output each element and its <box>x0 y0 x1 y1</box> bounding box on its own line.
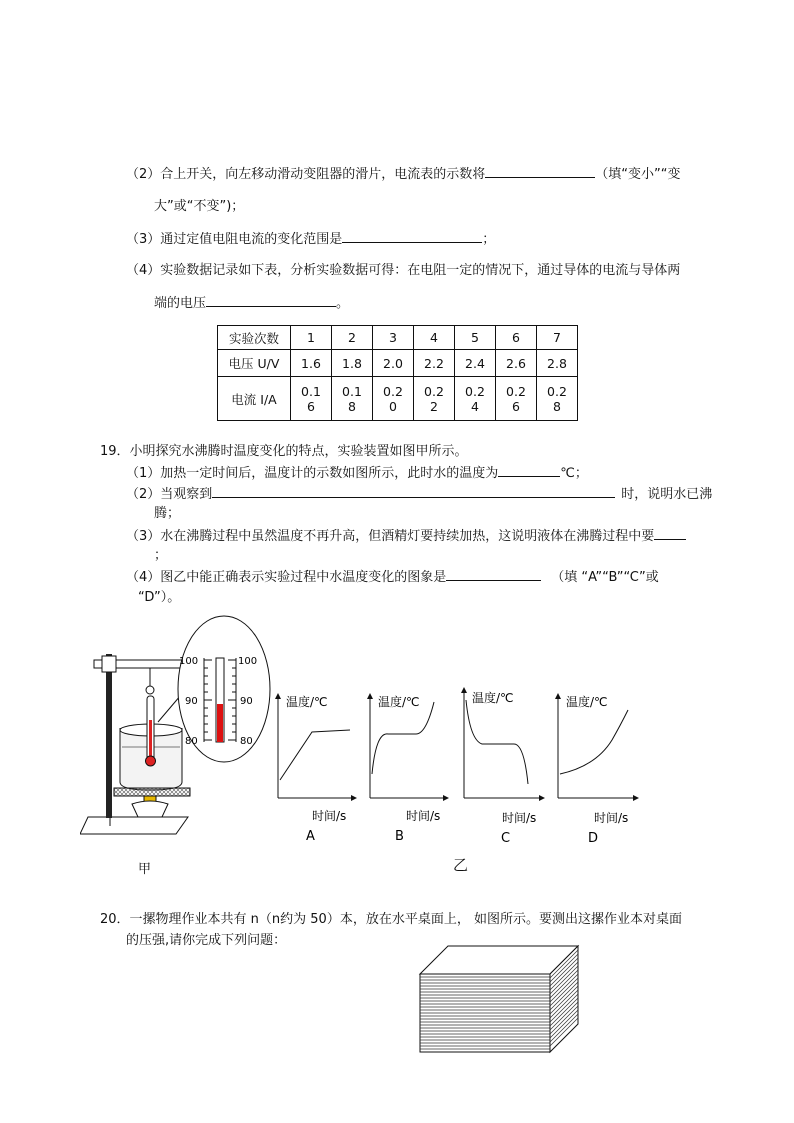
q19-item3-line2 <box>154 547 167 565</box>
table-cell: 2.6 <box>496 350 537 377</box>
scale-label-90-left: 90 <box>185 696 198 707</box>
graph-d-ylabel: 温度/℃ <box>566 695 608 709</box>
table-cell: 1 <box>291 326 332 350</box>
cell-part: 0.1 <box>301 383 321 399</box>
q18-item2-hint: （填“变小”“变 <box>595 167 681 182</box>
q20-text-cont: 的压强,请你完成下列问题： <box>126 933 287 948</box>
graph-d-curve <box>560 710 628 774</box>
graph-b-curve <box>372 702 434 774</box>
graph-b-xlabel: 时间/s <box>406 809 441 823</box>
q19-stem-text: 19．小明探究水沸腾时温度变化的特点，实验装置如图甲所示。 <box>100 444 468 459</box>
q18-item2-line2 <box>154 198 244 216</box>
scale-label-100-right: 100 <box>238 656 258 667</box>
q18-item4-line1 <box>126 262 680 280</box>
alcohol-lamp <box>132 801 168 817</box>
scale-label-80-left: 80 <box>185 736 198 747</box>
cell-part: 0.1 <box>342 383 362 399</box>
graph-c <box>464 688 544 846</box>
answer-blank[interactable] <box>654 527 686 540</box>
wire-gauze <box>114 788 190 796</box>
table-row <box>218 350 578 377</box>
answer-blank[interactable] <box>342 230 482 243</box>
figure-label-yi: 乙 <box>453 856 469 874</box>
answer-blank[interactable] <box>446 568 541 581</box>
q19-item3-end: ； <box>154 548 168 563</box>
q19-item4-hint-cont: “D”）。 <box>138 590 181 605</box>
table-cell: 2.2 <box>414 350 455 377</box>
cell-part: 0.2 <box>383 383 403 399</box>
table-row <box>218 326 578 350</box>
q18-item2-line1 <box>126 165 681 184</box>
table-cell: 2.0 <box>373 350 414 377</box>
q19-item2-end: 腾； <box>154 506 181 521</box>
q19-item3-text: （3）水在沸腾过程中虽然温度不再升高，但酒精灯要持续加热，这说明液体在沸腾过程中要 <box>126 529 655 544</box>
q18-item3-end: ； <box>482 232 496 247</box>
graph-a-ylabel: 温度/℃ <box>286 695 328 709</box>
cell-part: 0.2 <box>465 383 485 399</box>
q19-item2-text: （2）当观察到 <box>126 487 213 502</box>
scale-label-80-right: 80 <box>240 736 253 747</box>
clamp-boss <box>102 656 116 672</box>
q20-line1 <box>100 911 682 929</box>
graph-c-letter: C <box>501 831 511 846</box>
temperature-graphs <box>268 680 648 850</box>
q20-line2 <box>126 932 286 950</box>
graph-b-ylabel: 温度/℃ <box>378 695 420 709</box>
q19-item4-text: （4）图乙中能正确表示实验过程中水温度变化的图象是 <box>126 570 447 585</box>
cell-part: 8 <box>553 398 561 414</box>
graph-d-letter: D <box>588 831 599 846</box>
scale-label-90-right: 90 <box>240 696 253 707</box>
q18-item4-text-cont: 端的电压 <box>154 296 207 311</box>
q19-item4 <box>126 568 659 587</box>
table-cell: 4 <box>414 326 455 350</box>
graph-a-letter: A <box>306 829 315 844</box>
answer-blank[interactable] <box>206 294 336 307</box>
q18-item4-text: （4）实验数据记录如下表，分析实验数据可得：在电阻一定的情况下，通过导体的电流与导体两 <box>126 263 681 278</box>
q19-item1-unit: ℃； <box>560 466 588 481</box>
q18-item4-end: 。 <box>336 296 350 311</box>
table-cell <box>332 377 373 421</box>
cell-part: 0.2 <box>506 383 526 399</box>
q19-item2-text-cont: 时，说明水已沸 <box>621 487 713 502</box>
q19-item3 <box>126 527 686 546</box>
stand-rod <box>106 654 112 818</box>
graph-a-curve <box>280 730 350 780</box>
graph-c-xlabel: 时间/s <box>502 811 537 825</box>
q19-item2 <box>126 485 712 504</box>
table-cell: 6 <box>496 326 537 350</box>
cell-part: 6 <box>307 398 315 414</box>
q20-text: 20．一摞物理作业本共有 n（n约为 50）本，放在水平桌面上， 如图所示。要测出这摞作业本对桌面 <box>100 912 682 927</box>
graph-d-xlabel: 时间/s <box>594 811 629 825</box>
hanger-ring <box>146 686 154 694</box>
graph-d <box>558 694 638 846</box>
cell-part: 0.2 <box>424 383 444 399</box>
table-cell <box>291 377 332 421</box>
table-cell <box>455 377 496 421</box>
figure-label-jia: 甲 <box>138 862 152 877</box>
cell-part: 0 <box>389 398 397 414</box>
scale-label-100-left: 100 <box>179 656 199 667</box>
graph-b-letter: B <box>395 829 404 844</box>
q19-item2-line2 <box>154 505 180 523</box>
row-label-current: 电流 I/A <box>218 377 291 421</box>
table-cell: 2 <box>332 326 373 350</box>
thermometer-zoom <box>176 614 272 764</box>
data-table <box>217 325 578 421</box>
answer-blank[interactable] <box>485 165 595 178</box>
q18-item2-text: （2）合上开关，向左移动滑动变阻器的滑片，电流表的示数将 <box>126 167 486 182</box>
q18-item3 <box>126 230 495 249</box>
graph-c-curve <box>466 700 528 784</box>
cell-part: 0.2 <box>547 383 567 399</box>
table-cell: 2.4 <box>455 350 496 377</box>
cell-part: 6 <box>512 398 520 414</box>
cell-part: 8 <box>348 398 356 414</box>
graph-a-xlabel: 时间/s <box>312 809 347 823</box>
graph-a <box>278 694 356 844</box>
graph-c-ylabel: 温度/℃ <box>472 691 514 705</box>
q18-item3-text: （3）通过定值电阻电流的变化范围是 <box>126 232 343 247</box>
thermometer-liquid <box>149 720 152 760</box>
row-label-voltage: 电压 U/V <box>218 350 291 377</box>
table-cell: 5 <box>455 326 496 350</box>
stand-base <box>80 817 188 834</box>
answer-blank[interactable] <box>212 485 615 498</box>
q18-item4-line2 <box>154 294 349 313</box>
zoom-liquid <box>217 704 223 742</box>
table-cell: 1.8 <box>332 350 373 377</box>
table-cell: 1.6 <box>291 350 332 377</box>
answer-blank[interactable] <box>498 464 560 477</box>
table-cell <box>414 377 455 421</box>
table-row <box>218 377 578 421</box>
graph-b <box>370 694 448 844</box>
q19-item4-hint: （填 “A”“B”“C”或 <box>551 570 659 585</box>
table-cell: 7 <box>537 326 578 350</box>
cell-part: 4 <box>471 398 479 414</box>
q18-item2-hint-cont: 大”或“不变”)； <box>154 199 245 214</box>
table-cell <box>373 377 414 421</box>
q19-item1 <box>126 464 588 483</box>
table-cell <box>496 377 537 421</box>
q19-item1-text: （1）加热一定时间后，温度计的示数如图所示，此时水的温度为 <box>126 466 499 481</box>
thermometer-bulb <box>146 756 156 766</box>
table-cell: 3 <box>373 326 414 350</box>
row-label-trials: 实验次数 <box>218 326 291 350</box>
table-cell: 2.8 <box>537 350 578 377</box>
table-cell <box>537 377 578 421</box>
notebook-stack-figure <box>418 944 582 1056</box>
cell-part: 2 <box>430 398 438 414</box>
q19-item4-line2 <box>138 589 180 607</box>
q19-stem <box>100 443 468 461</box>
